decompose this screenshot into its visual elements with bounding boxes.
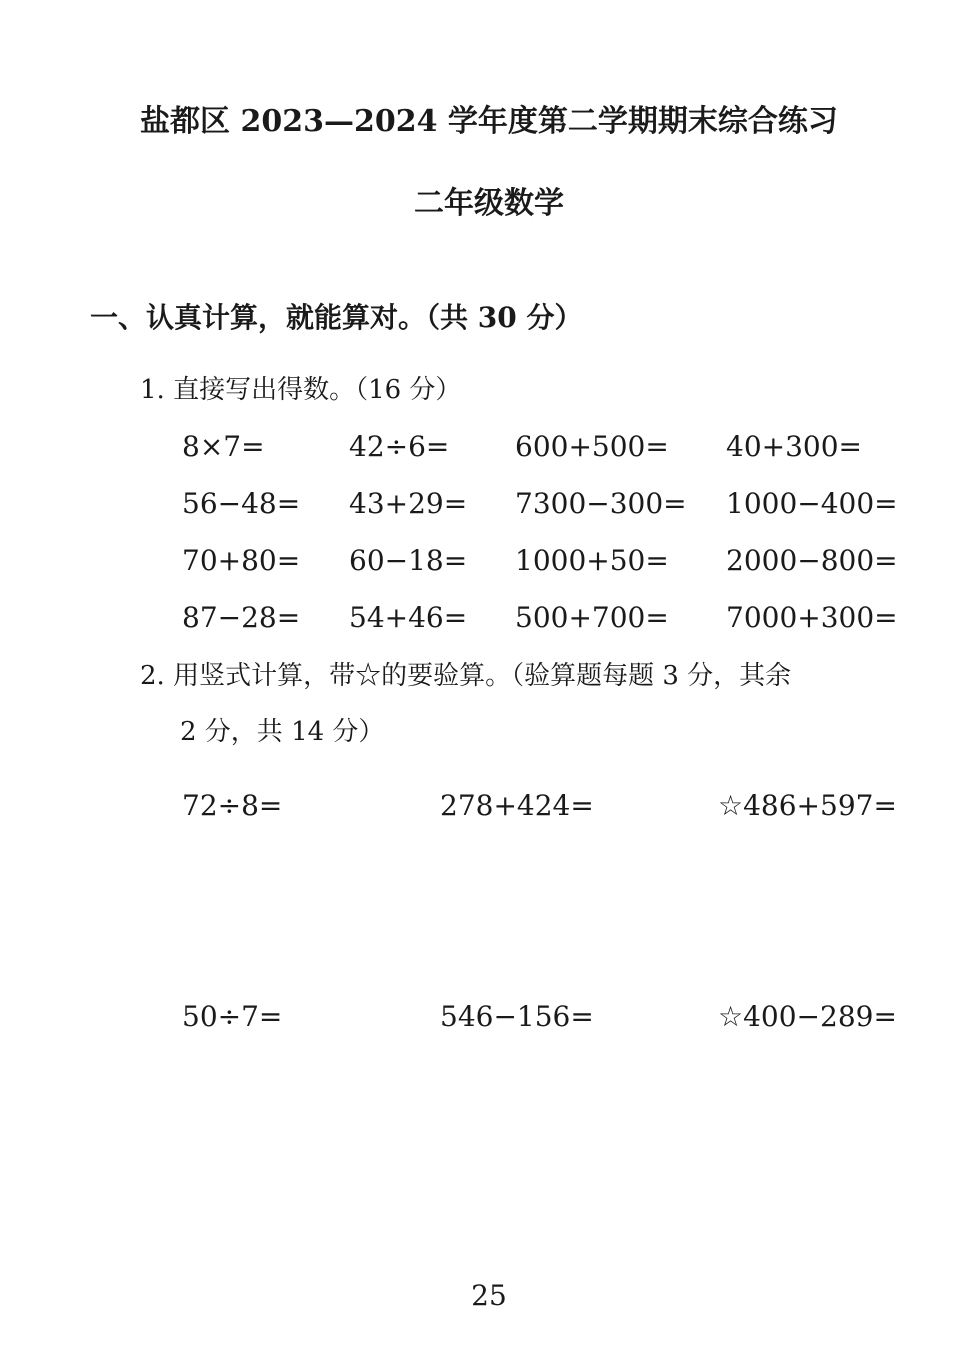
oral-problem: 7000+300= [726,601,898,634]
oral-problem: 60−18= [349,544,468,577]
vertical-problem: 72÷8= [182,789,283,822]
oral-problem: 87−28= [182,601,301,634]
oral-calculation-row [182,596,942,653]
question-1-label: 1. 直接写出得数。（16 分） [140,375,462,405]
oral-problem: 500+700= [515,601,669,634]
exam-subtitle: 二年级数学 [414,186,564,221]
question-2-label-continued: 2 分，共 14 分） [180,717,385,747]
oral-problem: 7300−300= [515,487,687,520]
oral-problem: 54+46= [349,601,468,634]
oral-problem: 43+29= [349,487,468,520]
oral-problem: 1000+50= [515,544,669,577]
oral-calculation-grid [182,425,942,653]
vertical-problem-with-check: ☆400−289= [718,1000,897,1033]
exam-title: 盐都区 2023—2024 学年度第二学期期末综合练习 [140,104,838,139]
vertical-problem: 278+424= [440,789,594,822]
section-1-heading: 一、认真计算，就能算对。（共 30 分） [90,301,583,334]
vertical-problem-with-check: ☆486+597= [718,789,897,822]
oral-problem: 40+300= [726,430,862,463]
oral-problem: 70+80= [182,544,301,577]
vertical-problem: 546−156= [440,1000,594,1033]
oral-problem: 42÷6= [349,430,450,463]
page-number: 25 [471,1279,507,1312]
oral-calculation-row [182,482,942,539]
oral-problem: 56−48= [182,487,301,520]
vertical-problem: 50÷7= [182,1000,283,1033]
oral-calculation-row [182,539,942,596]
oral-calculation-row [182,425,942,482]
oral-problem: 2000−800= [726,544,898,577]
vertical-calculation-row [182,784,942,828]
question-2-label: 2. 用竖式计算，带☆的要验算。（验算题每题 3 分，其余 [140,661,792,691]
oral-problem: 8×7= [182,430,265,463]
oral-problem: 600+500= [515,430,669,463]
oral-problem: 1000−400= [726,487,898,520]
vertical-calculation-row [182,995,942,1039]
